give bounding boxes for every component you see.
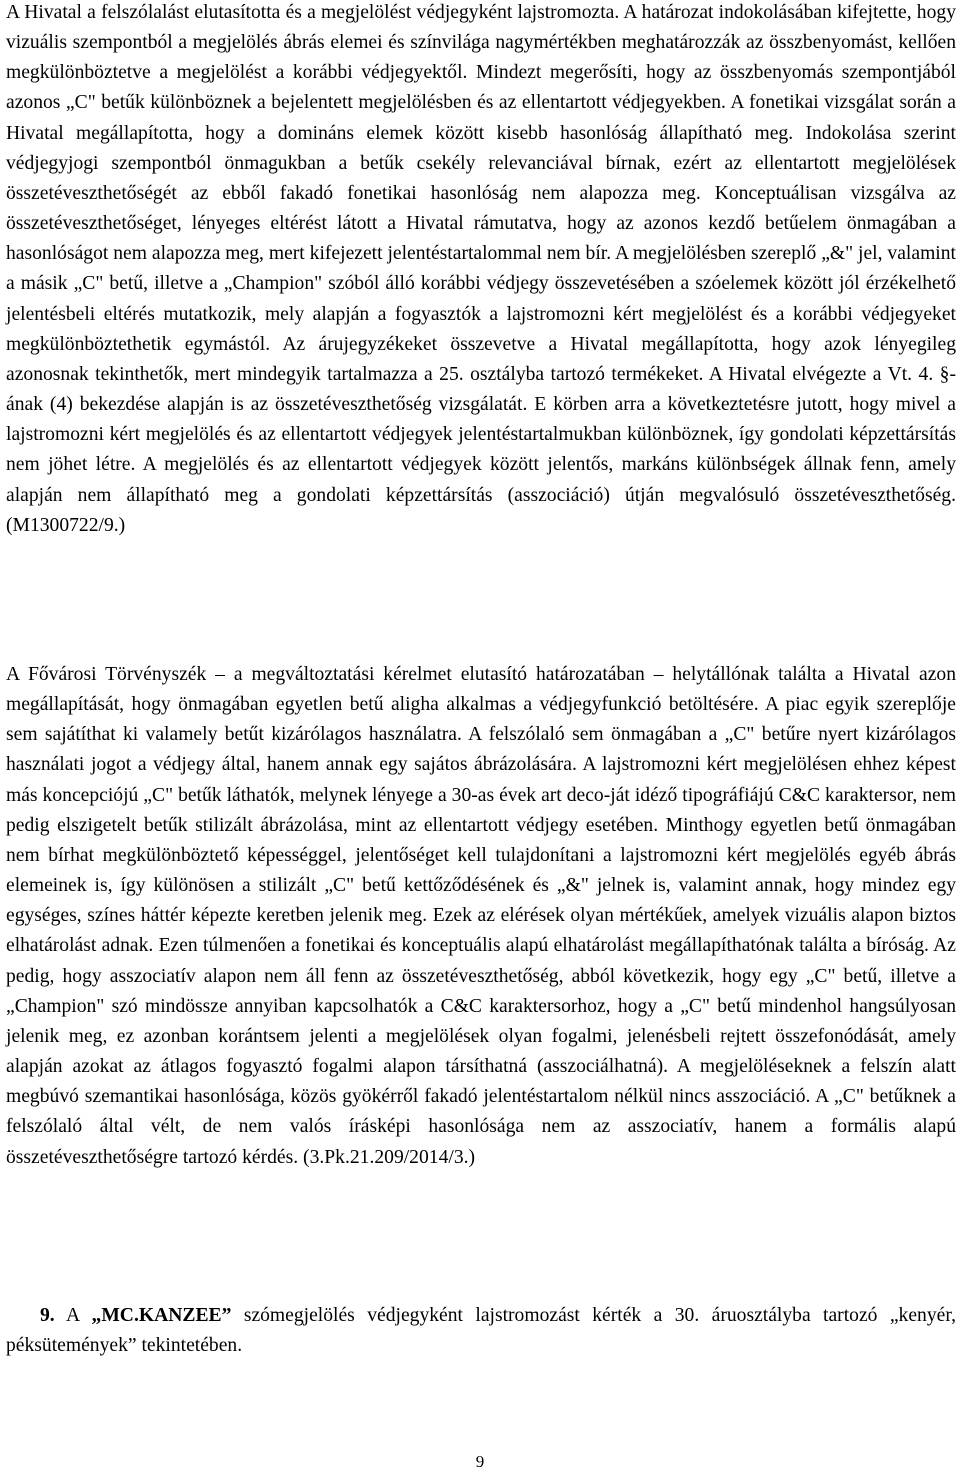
- case-heading-text: szómegjelölés védjegyként lajstromozást kérték a 30. áruosztályba tartozó „kenyér, péksütemények” tekintetében.: [6, 1305, 956, 1357]
- case-heading-lead: A: [66, 1305, 80, 1326]
- case-number: 9.: [40, 1305, 55, 1326]
- paragraph-court-ruling: A Fővárosi Törvényszék – a megváltoztatási kérelmet elutasító határozatában – helytállónak találta a Hivatal azon megállapítását, hogy önmagában egyetlen betű aligha alkalmas a védjegyfunkció betöltésére. A piac egyik szereplője sem sajátíthat ki valamely betűt kizárólagos használatra. A felszólaló sem önmagában a „C" betűre nyert kizárólagos használati jogot a védjegy által, hanem annak egy sajátos ábrázolására. A lajstromozni kért megjelölésen ehhez képest más koncepciójú „C" betűk láthatók, melynek lényege a 30-as évek art deco-ját idéző tipográfiájú C&C karaktersor, nem pedig elszigetelt betűk stilizált ábrázolása, mint az ellentartott védjegy esetében. Minthogy egyetlen betű önmagában nem bírhat megkülönböztető képességgel, jelentőséget kell tulajdonítani a lajstromozni kért megjelölés egyéb ábrás elemeinek is, így különösen a stilizált „C" betű kettőződésének és „&" jelnek is, valamint annak, hogy mindez egy egységes, színes háttér képezte keretben jelenik meg. Ezek az elérések olyan mértékűek, amelyek vizuális alapon biztos elhatárolást adnak. Ezen túlmenően a fonetikai és konceptuális alapú elhatárolást megállapíthatónak találta a bíróság. Az pedig, hogy asszociatív alapon nem áll fenn az összetéveszthetőség, abból következik, hogy egy „C" betű, illetve a „Champion" szó mindössze annyiban kapcsolhatók a C&C karaktersorhoz, hogy a „C" betű mindenhol hangsúlyosan jelenik meg, ez azonban korántsem jelenti a megjelölések olyan fogalmi, jelenésbeli rejtett összefonódását, amely alapján azokat az átlagos fogyasztó fogalmi alapon társíthatná (asszociálhatná). A megjelöléseknek a felszín alatt megbúvó szemantikai hasonlósága, közös gyökérről fakadó jelentéstartalom nélkül nincs asszociáció. A „C" betűknek a felszólaló által vélt, de nem valós írásképi hasonlósága nem az asszociatív, hanem a formális alapú összetéveszthetőségre tartozó kérdés. (3.Pk.21.209/2014/3.): [6, 664, 956, 1168]
- trademark-name: „MC.KANZEE”: [91, 1305, 232, 1326]
- case-heading-9: [6, 1301, 956, 1361]
- paragraph-hivatal-decision: A Hivatal a felszólalást elutasította és a megjelölést védjegyként lajstromozta. A határozat indokolásában kifejtette, hogy vizuális szempontból a megjelölés ábrás elemei és színvilága nagymértékben meghatározzák az összbenyomást, kellően megkülönböztetve a megjelölést a korábbi védjegyektől. Mindezt megerősíti, hogy az összbenyomás szempontjából azonos „C" betűk különböznek a bejelentett megjelölésben és az ellentartott védjegyekben. A fonetikai vizsgálat során a Hivatal megállapította, hogy a domináns elemek között kisebb hasonlóság állapítható meg. Indokolása szerint védjegyjogi szempontból önmagukban a betűk csekély relevanciával bírnak, ezért az ellentartott megjelölések összetéveszthetőségét az ebből fakadó fonetikai hasonlóság nem alapozza meg. Konceptuálisan vizsgálva az összetéveszthetőséget, lényeges eltérést látott a Hivatal rámutatva, hogy az azonos kezdő betűelem önmagában a hasonlóságot nem alapozza meg, mert kifejezett jelentéstartalommal nem bír. A megjelölésben szereplő „&" jel, valamint a másik „C" betű, illetve a „Champion" szóból álló korábbi védjegy összevetésében a szóelemek között jól érzékelhető jelentésbeli eltérés mutatkozik, mely alapján a fogyasztók a lajstromozni kért megjelölést és a korábbi védjegyeket megkülönböztethetik egymástól. Az árujegyzékeket összevetve a Hivatal megállapította, hogy azok lényegileg azonosnak tekinthetők, mert mindegyik tartalmazza a 25. osztályba tartozó termékeket. A Hivatal elvégezte a Vt. 4. §-ának (4) bekezdése alapján is az összetéveszthetőség vizsgálatát. E körben arra a következtetésre jutott, hogy mivel a lajstromozni kért megjelölés és az ellentartott védjegyek jelentéstartalmukban különböznek, így gondolati képzettársítás nem jöhet létre. A megjelölés és az ellentartott védjegyek között jelentős, markáns különbségek állnak fenn, amely alapján nem állapítható meg a gondolati képzettársítás (asszociáció) útján megvalósuló összetéveszthetőség. (M1300722/9.): [6, 2, 956, 536]
- page-number: 9: [475, 1452, 485, 1471]
